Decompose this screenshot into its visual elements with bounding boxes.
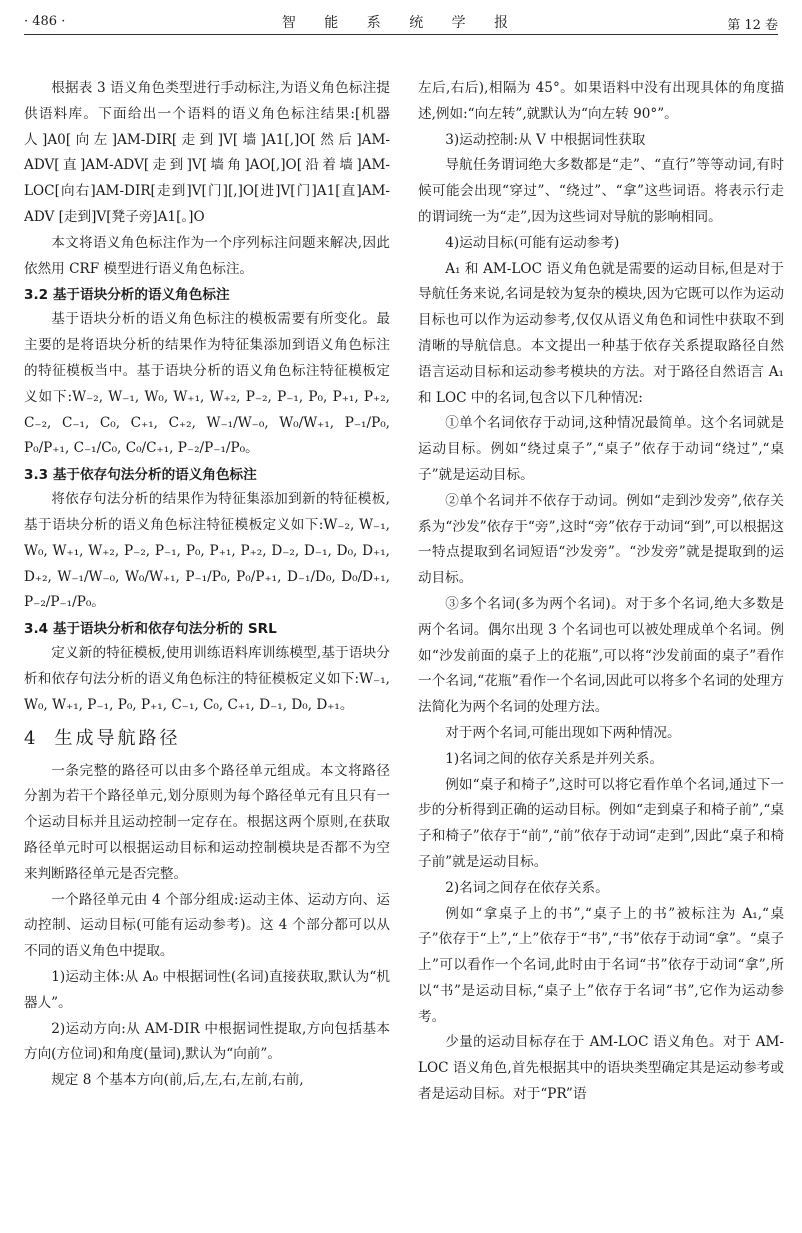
paragraph: ①单个名词依存于动词,这种情况最简单。这个名词就是运动目标。例如“绕过桌子”,“桌子”依存于动词“绕过”,“桌子”就是运动目标。 xyxy=(418,415,784,483)
paragraph: 2)名词之间存在依存关系。 xyxy=(445,879,609,896)
journal-title: 智 能 系 统 学 报 xyxy=(281,15,521,31)
paragraph: 一条完整的路径可以由多个路径单元组成。本文将路径分割为若干个路径单元,划分原则为每个路径单元有且只有一个运动目标并且运动控制一定存在。根据这两个原则,在获取路径单元时可以根据运动目标和运动控制模块是否都不为空来判断路径单元是否完整。 xyxy=(24,762,390,882)
paragraph: 2)运动方向:从 AM-DIR 中根据词性提取,方向包括基本方向(方位词)和角度(量词),默认为“向前”。 xyxy=(24,1020,390,1063)
section-heading-3-2: 3.2 基于语块分析的语义角色标注 xyxy=(24,287,230,304)
header-rule xyxy=(24,34,778,35)
paragraph: 例如“桌子和椅子”,这时可以将它看作单个名词,通过下一步的分析得到正确的运动目标。例如“走到桌子和椅子前”,“桌子和椅子”依存于“前”,“前”依存于动词“走到”,因此“桌子和椅子前”就是运动目标。 xyxy=(418,776,784,870)
paragraph: 少量的运动目标存在于 AM-LOC 语义角色。对于 AM-LOC 语义角色,首先根据其中的语块类型确定其是运动参考或者是运动目标。对于“PR”语 xyxy=(418,1034,784,1103)
section-heading-4 xyxy=(24,725,390,753)
paragraph: 1)名词之间的依存关系是并列关系。 xyxy=(445,750,664,767)
section-heading-3-4: 3.4 基于语块分析和依存句法分析的 SRL xyxy=(24,621,277,638)
paragraph: 定义新的特征模板,使用训练语料库训练模型,基于语块分析和依存句法分析的语义角色标注的特征模板定义如下:W₋₁, W₀, W₊₁, P₋₁, P₀, P₊₁, C₋₁, C₀, C₊₁, D₋₁, D₀, D₊₁。 xyxy=(24,645,390,713)
paragraph: 一个路径单元由 4 个部分组成:运动主体、运动方向、运动控制、运动目标(可能有运动参考)。这 4 个部分都可以从不同的语义角色中提取。 xyxy=(24,891,390,960)
paragraph: ②单个名词并不依存于动词。例如“走到沙发旁”,依存关系为“沙发”依存于“旁”,这时“旁”依存于动词“到”,可以根据这一特点提取到名词短语“沙发旁”。“沙发旁”就是提取到的运动目标。 xyxy=(418,492,784,587)
page-header xyxy=(24,10,778,36)
paragraph: 对于两个名词,可能出现如下两种情况。 xyxy=(445,724,681,741)
paragraph: 例如“拿桌子上的书”,“桌子上的书”被标注为 A₁,“桌子”依存于“上”,“上”依存于“书”,“书”依存于动词“拿”。“桌子上”可以看作一个名词,此时由于名词“书”依存于动词“拿”,所以“书”是运动目标,“桌子上”依存于名词“书”,它作为运动参考。 xyxy=(418,905,784,1025)
right-column xyxy=(418,76,784,1108)
paragraph: 基于语块分析的语义角色标注的模板需要有所变化。最主要的是将语块分析的结果作为特征集添加到语义角色标注的特征模板当中。基于语块分析的语义角色标注特征模板定义如下:W₋₂, W₋₁, W₀, W₊₁, W₊₂, P₋₂, P₋₁, P₀, P₊₁, P₊₂, C₋₂, C₋₁, C₀, C₊₁, C₊₂, W₋₁/W₋₀, W₀/W₊₁, P₋₁/P₀, P₀/P₊₁, C₋₁/C₀, C₀/C₊₁, P₋₂/P₋₁/P₀。 xyxy=(24,311,390,457)
paragraph: 规定 8 个基本方向(前,后,左,右,左前,右前, xyxy=(51,1072,304,1089)
section-title: 生成导航路径 xyxy=(54,727,181,749)
paragraph: A₁ 和 AM-LOC 语义角色就是需要的运动目标,但是对于导航任务来说,名词是较为复杂的模块,因为它既可以作为运动目标也可以作为运动参考,仅仅从语义角色和词性中获取不到清晰的导航信息。本文提出一种基于依存关系提取路径自然语言运动目标和运动参考模块的方法。对于路径自然语言 A₁ 和 LOC 中的名词,包含以下几种情况: xyxy=(418,260,784,406)
paragraph: 导航任务谓词绝大多数都是“走”、“直行”等等动词,有时候可能会出现“穿过”、“绕过”、“拿”这些词语。将表示行走的谓词统一为“走”,因为这些词对导航的影响相同。 xyxy=(418,157,784,225)
volume-label: 第 12 卷 xyxy=(727,18,778,33)
paragraph: 本文将语义角色标注作为一个序列标注问题来解决,因此依然用 CRF 模型进行语义角色标注。 xyxy=(24,234,390,277)
paragraph: 左后,右后),相隔为 45°。如果语料中没有出现具体的角度描述,例如:“向左转”,就默认为“向左转 90°”。 xyxy=(418,80,784,122)
paragraph: ③多个名词(多为两个名词)。对于多个名词,绝大多数是两个名词。偶尔出现 3 个名词也可以被处理成单个名词。例如“沙发前面的桌子上的花瓶”,可以将“沙发前面的桌子”看作一个名词,“花瓶”看作一个名词,因此可以将多个名词的处理方法简化为两个名词的处理方法。 xyxy=(418,595,784,716)
paragraph: 4)运动目标(可能有运动参考) xyxy=(445,234,620,251)
paragraph: 1)运动主体:从 A₀ 中根据词性(名词)直接获取,默认为“机器人”。 xyxy=(24,968,390,1011)
section-number: 4 xyxy=(24,727,39,749)
page-number: · 486 · xyxy=(24,14,66,29)
paragraph: 3)运动控制:从 V 中根据词性获取 xyxy=(445,131,646,148)
left-column xyxy=(24,76,390,1094)
paragraph: 根据表 3 语义角色类型进行手动标注,为语义角色标注提供语料库。下面给出一个语料的语义角色标注结果:[机器人]A0[向左]AM-DIR[走到]V[墙]A1[,]O[然后]AM-ADV[直]AM-ADV[走到]V[墙角]AO[,]O[沿着墙]AM-LOC[向右]AM-DIR[走到]V[门][,]O[进]V[门]A1[直]AM-ADV [走到]V[凳子旁]A1[。]O xyxy=(24,80,390,225)
section-heading-3-3: 3.3 基于依存句法分析的语义角色标注 xyxy=(24,467,257,484)
paragraph: 将依存句法分析的结果作为特征集添加到新的特征模板,基于语块分析的语义角色标注特征模板定义如下:W₋₂, W₋₁, W₀, W₊₁, W₊₂, P₋₂, P₋₁, P₀, P₊₁, P₊₂, D₋₂, D₋₁, D₀, D₊₁, D₊₂, W₋₁/W₋₀, W₀/W₊₁, P₋₁/P₀, P₀/P₊₁, D₋₁/D₀, D₀/D₊₁, P₋₂/P₋₁/P₀。 xyxy=(24,491,390,611)
